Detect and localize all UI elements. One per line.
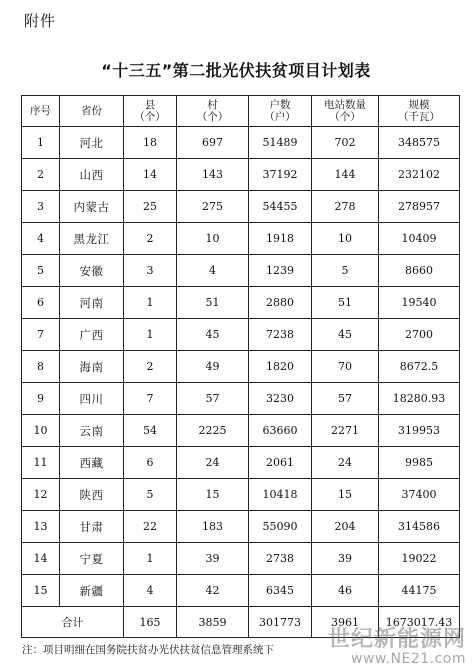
cell-serial: 12 — [22, 479, 60, 511]
table-row — [22, 383, 460, 415]
cell-province: 甘肃 — [60, 511, 124, 543]
cell-stations: 45 — [312, 319, 379, 351]
cell-province: 河南 — [60, 287, 124, 319]
cell-province: 内蒙古 — [60, 191, 124, 223]
cell-households: 6345 — [249, 575, 312, 607]
cell-county: 25 — [124, 191, 177, 223]
cell-village: 24 — [177, 447, 249, 479]
cell-scale: 10409 — [379, 223, 460, 255]
header-village: 村 （个） — [177, 96, 249, 127]
table-row — [22, 255, 460, 287]
table-row — [22, 287, 460, 319]
total-village: 3859 — [177, 607, 249, 638]
cell-village: 49 — [177, 351, 249, 383]
total-households: 301773 — [249, 607, 312, 638]
header-province: 省份 — [60, 96, 124, 127]
cell-serial: 3 — [22, 191, 60, 223]
cell-province: 云南 — [60, 415, 124, 447]
table-total-row — [22, 607, 460, 638]
cell-village: 183 — [177, 511, 249, 543]
project-plan-table — [21, 95, 460, 638]
cell-village: 57 — [177, 383, 249, 415]
cell-households: 3230 — [249, 383, 312, 415]
cell-households: 37192 — [249, 159, 312, 191]
cell-village: 4 — [177, 255, 249, 287]
cell-village: 51 — [177, 287, 249, 319]
cell-scale: 19540 — [379, 287, 460, 319]
cell-stations: 70 — [312, 351, 379, 383]
cell-scale: 348575 — [379, 127, 460, 159]
cell-serial: 11 — [22, 447, 60, 479]
cell-serial: 1 — [22, 127, 60, 159]
cell-serial: 13 — [22, 511, 60, 543]
cell-households: 55090 — [249, 511, 312, 543]
table-row — [22, 575, 460, 607]
cell-serial: 4 — [22, 223, 60, 255]
table-row — [22, 447, 460, 479]
cell-county: 4 — [124, 575, 177, 607]
cell-households: 63660 — [249, 415, 312, 447]
cell-county: 2 — [124, 351, 177, 383]
cell-stations: 51 — [312, 287, 379, 319]
cell-scale: 2700 — [379, 319, 460, 351]
cell-village: 2225 — [177, 415, 249, 447]
total-county: 165 — [124, 607, 177, 638]
cell-scale: 9985 — [379, 447, 460, 479]
cell-households: 1820 — [249, 351, 312, 383]
cell-village: 10 — [177, 223, 249, 255]
cell-village: 143 — [177, 159, 249, 191]
cell-serial: 7 — [22, 319, 60, 351]
cell-stations: 5 — [312, 255, 379, 287]
cell-scale: 232102 — [379, 159, 460, 191]
cell-scale: 44175 — [379, 575, 460, 607]
cell-province: 广西 — [60, 319, 124, 351]
cell-county: 7 — [124, 383, 177, 415]
cell-stations: 2271 — [312, 415, 379, 447]
cell-province: 陕西 — [60, 479, 124, 511]
cell-province: 安徽 — [60, 255, 124, 287]
cell-scale: 8660 — [379, 255, 460, 287]
document-title: “十三五”第二批光伏扶贫项目计划表 — [101, 61, 371, 80]
cell-stations: 24 — [312, 447, 379, 479]
cell-households: 1918 — [249, 223, 312, 255]
cell-county: 5 — [124, 479, 177, 511]
cell-scale: 19022 — [379, 543, 460, 575]
cell-households: 54455 — [249, 191, 312, 223]
table-row — [22, 511, 460, 543]
cell-county: 6 — [124, 447, 177, 479]
cell-scale: 18280.93 — [379, 383, 460, 415]
cell-scale: 314586 — [379, 511, 460, 543]
header-stations: 电站数量 （个） — [312, 96, 379, 127]
cell-stations: 204 — [312, 511, 379, 543]
table-row — [22, 319, 460, 351]
cell-serial: 2 — [22, 159, 60, 191]
cell-village: 697 — [177, 127, 249, 159]
cell-serial: 14 — [22, 543, 60, 575]
cell-households: 51489 — [249, 127, 312, 159]
cell-province: 西藏 — [60, 447, 124, 479]
cell-county: 3 — [124, 255, 177, 287]
table-row — [22, 415, 460, 447]
cell-stations: 144 — [312, 159, 379, 191]
cell-stations: 46 — [312, 575, 379, 607]
cell-stations: 57 — [312, 383, 379, 415]
cell-province: 黑龙江 — [60, 223, 124, 255]
cell-households: 2738 — [249, 543, 312, 575]
attachment-label: 附件 — [24, 12, 57, 30]
cell-county: 14 — [124, 159, 177, 191]
total-scale: 1673017.43 — [379, 607, 460, 638]
total-label: 合计 — [22, 607, 124, 638]
cell-stations: 702 — [312, 127, 379, 159]
cell-households: 1239 — [249, 255, 312, 287]
cell-scale: 278957 — [379, 191, 460, 223]
header-county: 县 （个） — [124, 96, 177, 127]
cell-village: 39 — [177, 543, 249, 575]
table-row — [22, 223, 460, 255]
cell-serial: 10 — [22, 415, 60, 447]
footnote: 注：项目明细在国务院扶贫办光伏扶贫信息管理系统下 — [22, 644, 274, 656]
table-row — [22, 543, 460, 575]
cell-village: 42 — [177, 575, 249, 607]
cell-serial: 15 — [22, 575, 60, 607]
cell-county: 54 — [124, 415, 177, 447]
cell-village: 15 — [177, 479, 249, 511]
cell-county: 1 — [124, 287, 177, 319]
cell-province: 新疆 — [60, 575, 124, 607]
cell-village: 45 — [177, 319, 249, 351]
cell-county: 2 — [124, 223, 177, 255]
cell-county: 1 — [124, 543, 177, 575]
cell-serial: 6 — [22, 287, 60, 319]
watermark-site-name: 世纪新能源网 — [327, 627, 466, 652]
cell-village: 275 — [177, 191, 249, 223]
header-households: 户数 （户） — [249, 96, 312, 127]
cell-households: 2061 — [249, 447, 312, 479]
cell-county: 22 — [124, 511, 177, 543]
cell-scale: 8672.5 — [379, 351, 460, 383]
total-stations: 3961 — [312, 607, 379, 638]
cell-households: 7238 — [249, 319, 312, 351]
cell-province: 四川 — [60, 383, 124, 415]
cell-stations: 10 — [312, 223, 379, 255]
table-row — [22, 479, 460, 511]
table-row — [22, 351, 460, 383]
cell-province: 山西 — [60, 159, 124, 191]
table-row — [22, 191, 460, 223]
cell-province: 河北 — [60, 127, 124, 159]
cell-serial: 8 — [22, 351, 60, 383]
cell-households: 2880 — [249, 287, 312, 319]
table-row — [22, 159, 460, 191]
header-serial: 序号 — [22, 96, 60, 127]
cell-households: 10418 — [249, 479, 312, 511]
cell-serial: 9 — [22, 383, 60, 415]
cell-province: 宁夏 — [60, 543, 124, 575]
cell-stations: 278 — [312, 191, 379, 223]
cell-stations: 15 — [312, 479, 379, 511]
watermark-url: www.NE21.com — [351, 651, 466, 667]
cell-county: 1 — [124, 319, 177, 351]
cell-serial: 5 — [22, 255, 60, 287]
cell-stations: 39 — [312, 543, 379, 575]
cell-scale: 319953 — [379, 415, 460, 447]
table-row — [22, 127, 460, 159]
cell-county: 18 — [124, 127, 177, 159]
table-header-row — [22, 96, 460, 127]
cell-scale: 37400 — [379, 479, 460, 511]
header-scale: 规模 （千瓦） — [379, 96, 460, 127]
cell-province: 海南 — [60, 351, 124, 383]
